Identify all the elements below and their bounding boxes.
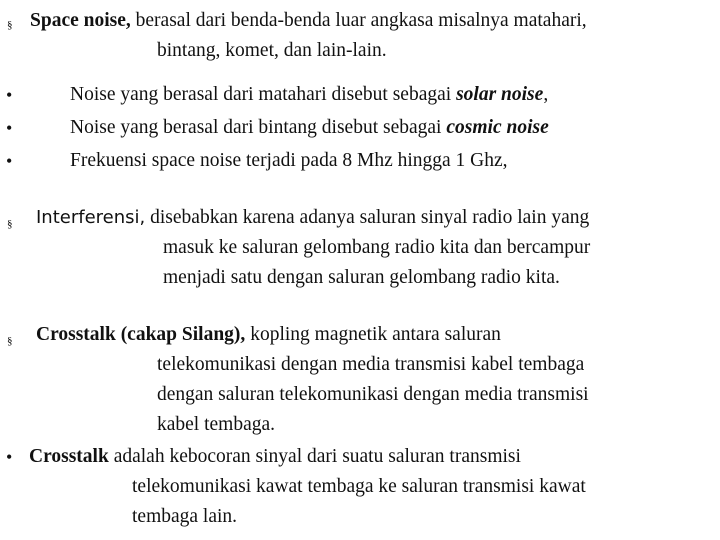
space-noise-line-1: Space noise, berasal dari benda-benda luar angkasa misalnya matahari, — [30, 10, 587, 31]
solar-noise-term: solar noise — [456, 84, 544, 105]
interferensi-line-3: menjadi satu dengan saluran gelombang radio kita. — [163, 267, 560, 288]
space-noise-term: Space noise, — [30, 10, 131, 31]
point-frequency: Frekuensi space noise terjadi pada 8 Mhz hingga 1 Ghz, — [70, 150, 508, 171]
dot-bullet: • — [6, 118, 13, 138]
crosstalk-term: Crosstalk (cakap Silang), — [36, 324, 246, 345]
point-solar-noise: Noise yang berasal dari matahari disebut sebagai solar noise, — [70, 84, 549, 105]
space-noise-line-2: bintang, komet, dan lain-lain. — [157, 40, 387, 61]
crosstalk-def-term: Crosstalk — [29, 446, 109, 467]
crosstalk-def-line-2: telekomunikasi kawat tembaga ke saluran transmisi kawat — [132, 476, 586, 497]
crosstalk-line-1: Crosstalk (cakap Silang), kopling magnetik antara saluran — [36, 324, 501, 345]
cosmic-noise-term: cosmic noise — [446, 117, 549, 138]
square-bullet: § — [7, 218, 13, 230]
crosstalk-line-3: dengan saluran telekomunikasi dengan media transmisi — [157, 384, 589, 405]
crosstalk-def-line-1: Crosstalk adalah kebocoran sinyal dari suatu saluran transmisi — [29, 446, 521, 467]
square-bullet: § — [7, 335, 13, 347]
dot-bullet: • — [6, 447, 13, 467]
interferensi-term: Interferensi, — [36, 207, 146, 228]
crosstalk-line-2: telekomunikasi dengan media transmisi kabel tembaga — [157, 354, 585, 375]
square-bullet: § — [7, 19, 13, 31]
crosstalk-def-line-3: tembaga lain. — [132, 506, 238, 527]
dot-bullet: • — [6, 151, 13, 171]
crosstalk-line-4: kabel tembaga. — [157, 414, 276, 435]
interferensi-line-2: masuk ke saluran gelombang radio kita dan bercampur — [163, 237, 591, 258]
dot-bullet: • — [6, 85, 13, 105]
interferensi-line-1: Interferensi, disebabkan karena adanya saluran sinyal radio lain yang — [36, 207, 590, 228]
point-cosmic-noise: Noise yang berasal dari bintang disebut sebagai cosmic noise — [70, 117, 549, 138]
